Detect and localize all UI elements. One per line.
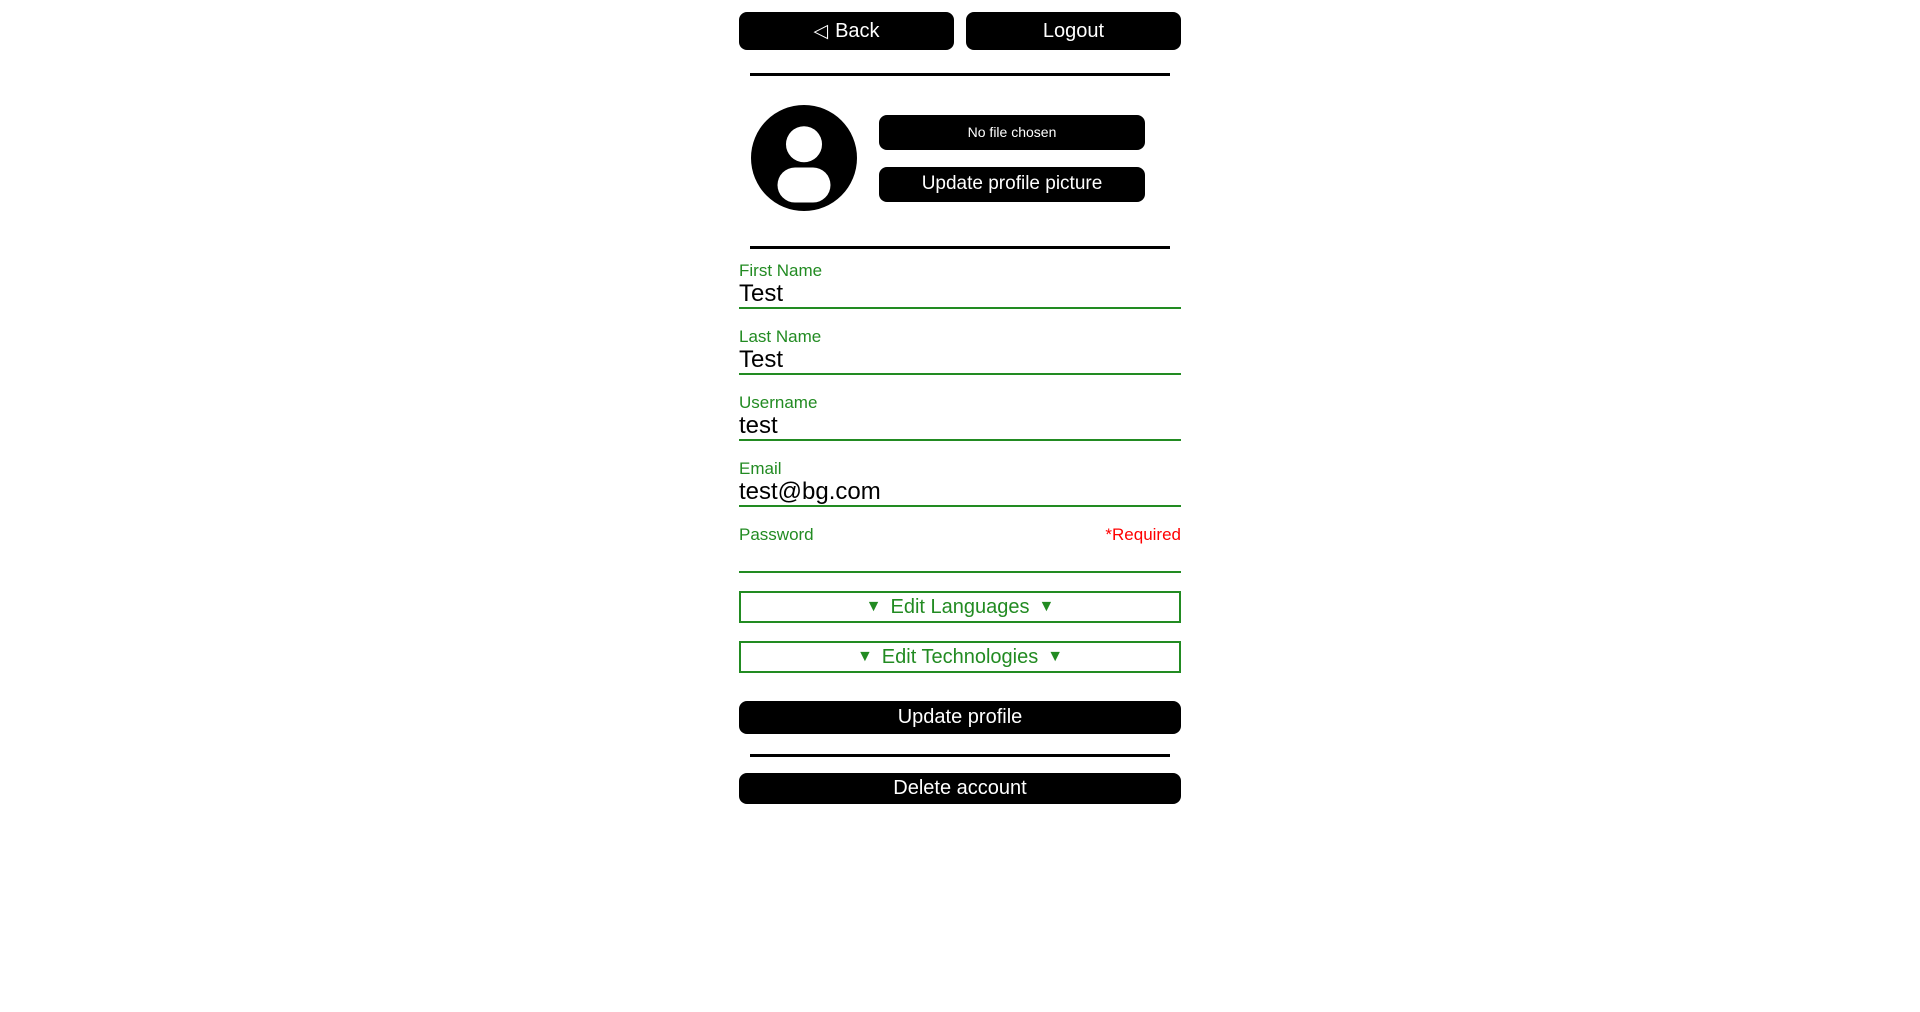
update-profile-picture-label: Update profile picture bbox=[921, 173, 1103, 194]
first-name-field-group bbox=[739, 261, 1181, 309]
password-label: Password bbox=[739, 525, 814, 544]
picture-upload-column bbox=[879, 115, 1145, 202]
back-button[interactable] bbox=[739, 12, 954, 50]
update-profile-label: Update profile bbox=[897, 706, 1023, 728]
back-arrow-icon: ◁ bbox=[813, 20, 829, 42]
avatar-person-icon bbox=[751, 105, 857, 211]
update-profile-picture-button[interactable] bbox=[879, 167, 1145, 202]
back-button-label: Back bbox=[835, 19, 880, 42]
chevron-down-icon: ▼ bbox=[1038, 598, 1055, 615]
chevron-down-icon: ▼ bbox=[865, 598, 882, 615]
profile-picture-section bbox=[739, 105, 1181, 211]
delete-account-label: Delete account bbox=[893, 777, 1027, 799]
username-label: Username bbox=[739, 393, 818, 412]
file-input-status: No file chosen bbox=[967, 124, 1057, 140]
password-input[interactable] bbox=[739, 545, 1181, 573]
profile-page bbox=[739, 0, 1181, 804]
divider-danger bbox=[750, 754, 1170, 757]
username-field-group bbox=[739, 393, 1181, 441]
divider-picture-form bbox=[750, 246, 1170, 249]
logout-button-label: Logout bbox=[1042, 19, 1105, 42]
first-name-label: First Name bbox=[739, 261, 823, 280]
username-input[interactable] bbox=[739, 413, 1181, 441]
top-button-row bbox=[739, 12, 1181, 50]
edit-languages-button[interactable] bbox=[739, 591, 1181, 623]
email-label: Email bbox=[739, 459, 782, 478]
last-name-field-group bbox=[739, 327, 1181, 375]
first-name-input[interactable] bbox=[739, 281, 1181, 309]
chevron-down-icon: ▼ bbox=[856, 648, 873, 665]
last-name-input[interactable] bbox=[739, 347, 1181, 375]
logout-button[interactable] bbox=[966, 12, 1181, 50]
chevron-down-icon: ▼ bbox=[1047, 648, 1064, 665]
email-input[interactable] bbox=[739, 479, 1181, 507]
email-field-group bbox=[739, 459, 1181, 507]
divider-top bbox=[750, 73, 1170, 76]
file-input[interactable] bbox=[879, 115, 1145, 150]
edit-languages-label: Edit Languages bbox=[890, 595, 1030, 618]
password-required-note: *Required bbox=[1105, 525, 1181, 544]
delete-account-button[interactable] bbox=[739, 773, 1181, 804]
edit-technologies-button[interactable] bbox=[739, 641, 1181, 673]
password-field-group bbox=[739, 525, 1181, 573]
update-profile-button[interactable] bbox=[739, 701, 1181, 734]
profile-form bbox=[739, 261, 1181, 734]
edit-technologies-label: Edit Technologies bbox=[881, 645, 1039, 668]
last-name-label: Last Name bbox=[739, 327, 822, 346]
